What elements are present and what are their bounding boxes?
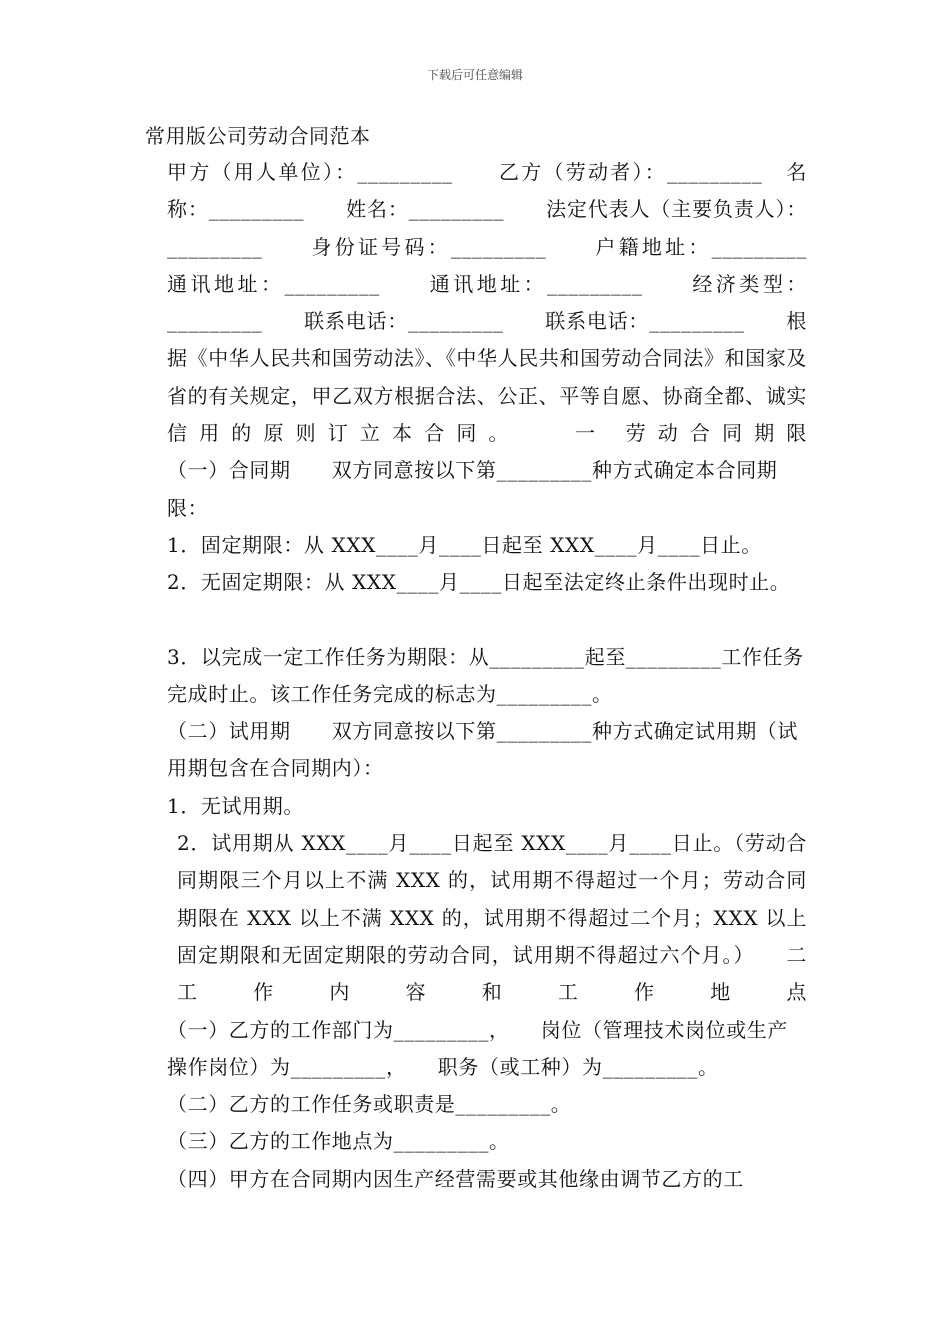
paragraph-parties: 甲方（用人单位）：_________ 乙方（劳动者）：_________ 名称：_________ 姓名：_________ 法定代表人（主要负责人）：_________ 身份证号码：_________ 户籍地址：_________ 通讯地址：_________ 通讯地址：_________ 经济类型：_________ 联系电话：_________ 联系电话：_________ 根据《中华人民共和国劳动法》、《中华人民共和国劳动合同法》和国家及省的有关规定，甲乙双方根据合法、公正、平等自愿、协商全都、诚实信用的原则订立本合同。 一 劳动合同期限 — [167, 160, 849, 446]
paragraph-open-term: 2．无固定期限：从 XXX____月____日起至法定终止条件出现时止。 — [167, 570, 791, 595]
document-title: 常用版公司劳动合同范本 — [145, 124, 371, 148]
page-header-note: 下载后可任意编辑 — [426, 68, 523, 82]
paragraph-work-department: （一）乙方的工作部门为_________， 岗位（管理技术岗位或生产操作岗位）为_________， 职务（或工种）为_________。 — [167, 1017, 788, 1079]
paragraph-work-duties: （二）乙方的工作任务或职责是_________。 — [167, 1092, 572, 1117]
paragraph-work-location: （三）乙方的工作地点为_________。 — [167, 1129, 510, 1154]
paragraph-fixed-term: 1．固定期限：从 XXX____月____日起至 XXX____月____日止。 — [167, 532, 762, 557]
paragraph-no-probation: 1．无试用期。 — [167, 793, 304, 818]
paragraph-probation: （二）试用期 双方同意按以下第_________种方式确定试用期（试用期包含在合同期内）： — [167, 719, 798, 781]
paragraph-contract-term: （一）合同期 双方同意按以下第_________种方式确定本合同期限： — [167, 458, 778, 520]
paragraph-probation-period: 2．试用期从 XXX____月____日起至 XXX____月____日止。（劳动合同期限三个月以上不满 XXX 的，试用期不得超过一个月；劳动合同期限在 XXX 以上不满 XXX 的，试用期不得超过二个月；XXX 以上固定期限和无固定期限的劳动合同，试用期不得超过六个月。） 二 工作内容和工作地点 — [177, 831, 807, 1005]
paragraph-work-adjustment: （四）甲方在合同期内因生产经营需要或其他缘由调节乙方的工 — [167, 1166, 744, 1191]
paragraph-task-term: 3．以完成一定工作任务为期限：从_________起至_________工作任务完成时止。该工作任务完成的标志为_________。 — [167, 644, 804, 706]
blank-line — [145, 602, 807, 639]
document-body — [145, 154, 849, 1198]
